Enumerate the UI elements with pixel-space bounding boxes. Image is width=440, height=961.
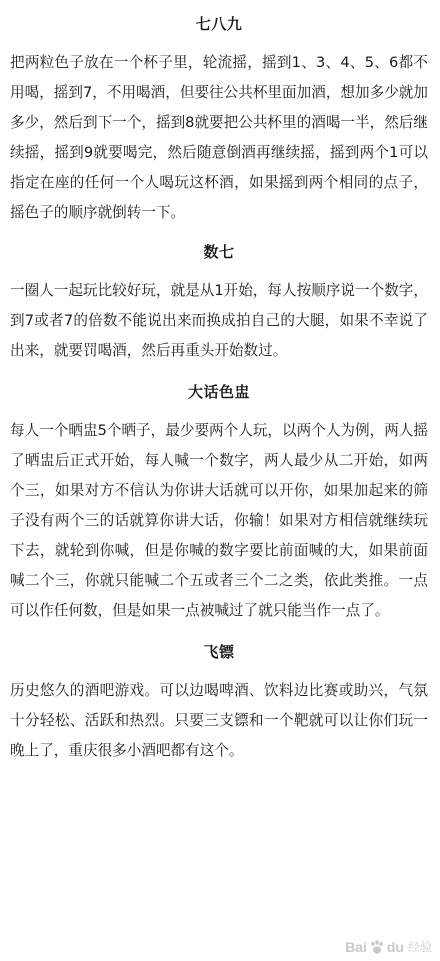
section-body-feibiao: 历史悠久的酒吧游戏。可以边喝啤酒、饮料边比赛或助兴，气氛十分轻松、活跃和热烈。只要三支镖和一个靶就可以让你们玩一晚上了，重庆很多小酒吧都有这个。 (10, 682, 428, 759)
section-title-dahua-sezhong: 大话色盅 (187, 383, 250, 401)
watermark-sub: 经验 (407, 940, 432, 954)
section-body-dahua-sezhong: 每人一个晒盅5个晒子，最少要两个人玩，以两个人为例，两人摇了晒盅后正式开始，每人喊一个数字，两人最少从二开始，如两个三，如果对方不信认为你讲大话就可以开你，如果加起来的筛子没有两个三的话就算你讲大话，你输！如果对方相信就继续玩下去，就轮到你喊，但是你喊的数字要比前面喊的大，如果前面喊二个三，你就只能喊二个五或者三个二之类，依此类推。一点可以作任何数，但是如果一点被喊过了就只能当作一点了。 (10, 422, 428, 619)
section-title-qibajiu: 七八九 (195, 15, 243, 33)
section-title-shuqi: 数七 (203, 243, 235, 261)
section-body-qibajiu: 把两粒色子放在一个杯子里，轮流摇，摇到1、3、4、5、6都不用喝，摇到7，不用喝酒，但要往公共杯里面加酒，想加多少就加多少，然后到下一个，摇到8就要把公共杯里的酒喝一半，然后继续摇，摇到9就要喝完，然后随意倒酒再继续摇，摇到两个1可以指定在座的任何一个人喝玩这杯酒，如果摇到两个相同的点子，摇色子的顺序就倒转一下。 (10, 54, 428, 221)
watermark-brand: Bai (345, 938, 367, 955)
section-body-shuqi: 一圈人一起玩比较好玩，就是从1开始，每人按顺序说一个数字，到7或者7的倍数不能说出来而换成拍自己的大腿，如果不幸说了出来，就要罚喝酒，然后再重头开始数过。 (10, 282, 428, 359)
watermark-brand-tail: du (386, 938, 404, 955)
section-title-feibiao: 飞镖 (203, 643, 235, 661)
article (0, 14, 440, 766)
